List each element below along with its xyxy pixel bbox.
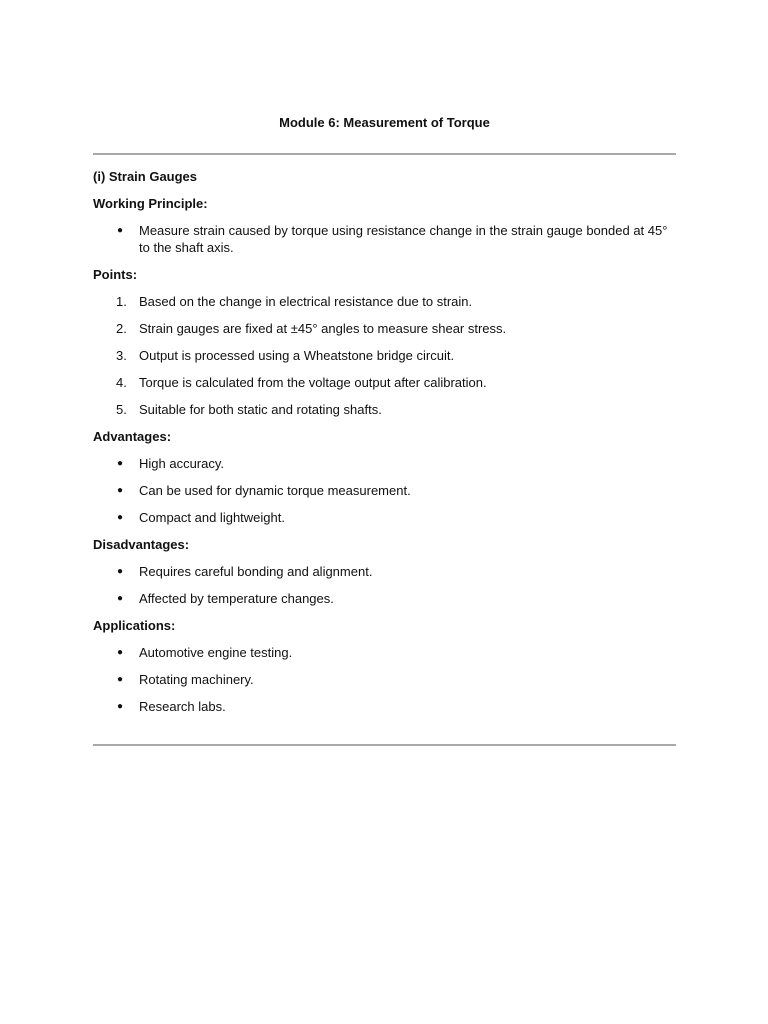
list-item-text: Automotive engine testing. (139, 645, 293, 660)
list-item-text: Compact and lightweight. (139, 510, 285, 525)
list-item (93, 509, 676, 526)
list-item-text: Requires careful bonding and alignment. (139, 564, 373, 579)
list-item (93, 347, 676, 364)
list-item (93, 482, 676, 499)
list-item-text: Output is processed using a Wheatstone bridge circuit. (139, 348, 455, 363)
list-item-text: Suitable for both static and rotating shafts. (139, 402, 382, 417)
points-list (93, 293, 676, 418)
list-item-text: Rotating machinery. (139, 672, 254, 687)
number-marker: 3. (116, 348, 127, 363)
working-principle-list (93, 222, 676, 256)
page-title: Module 6: Measurement of Torque (279, 115, 490, 130)
disadvantages-heading: Disadvantages: (93, 537, 190, 552)
applications-heading: Applications: (93, 618, 176, 633)
disadvantages-section (93, 536, 676, 607)
points-section (93, 266, 676, 418)
number-marker: 5. (116, 402, 127, 417)
list-item-text: Strain gauges are fixed at ±45° angles to measure shear stress. (139, 321, 507, 336)
bullet-marker: ● (117, 593, 124, 604)
number-marker: 2. (116, 321, 127, 336)
list-item (93, 293, 676, 310)
bullet-marker: ● (117, 225, 124, 236)
list-item (93, 644, 676, 661)
advantages-section (93, 428, 676, 526)
number-marker: 1. (116, 294, 127, 309)
working-principle-section (93, 195, 676, 256)
bottom-divider (93, 744, 676, 746)
advantages-heading: Advantages: (93, 429, 172, 444)
list-item (93, 455, 676, 472)
list-item (93, 222, 676, 256)
document-content (93, 168, 676, 725)
number-marker: 4. (116, 375, 127, 390)
list-item (93, 320, 676, 337)
working-principle-heading: Working Principle: (93, 196, 208, 211)
top-divider (93, 153, 676, 155)
list-item-text: Based on the change in electrical resistance due to strain. (139, 294, 473, 309)
list-item (93, 401, 676, 418)
list-item (93, 671, 676, 688)
applications-section (93, 617, 676, 715)
bullet-marker: ● (117, 701, 124, 712)
list-item-text: Measure strain caused by torque using resistance change in the strain gauge bonded at 45° to the shaft axis. (139, 223, 668, 255)
list-item (93, 563, 676, 580)
list-item (93, 374, 676, 391)
bullet-marker: ● (117, 485, 124, 496)
list-item-text: Research labs. (139, 699, 226, 714)
list-item-text: Affected by temperature changes. (139, 591, 334, 606)
disadvantages-list (93, 563, 676, 607)
advantages-list (93, 455, 676, 526)
section-title: (i) Strain Gauges (93, 169, 198, 184)
list-item-text: Torque is calculated from the voltage output after calibration. (139, 375, 487, 390)
bullet-marker: ● (117, 566, 124, 577)
bullet-marker: ● (117, 674, 124, 685)
list-item-text: High accuracy. (139, 456, 225, 471)
bullet-marker: ● (117, 458, 124, 469)
applications-list (93, 644, 676, 715)
bullet-marker: ● (117, 512, 124, 523)
points-heading: Points: (93, 267, 138, 282)
list-item (93, 698, 676, 715)
list-item (93, 590, 676, 607)
bullet-marker: ● (117, 647, 124, 658)
list-item-text: Can be used for dynamic torque measurement. (139, 483, 411, 498)
